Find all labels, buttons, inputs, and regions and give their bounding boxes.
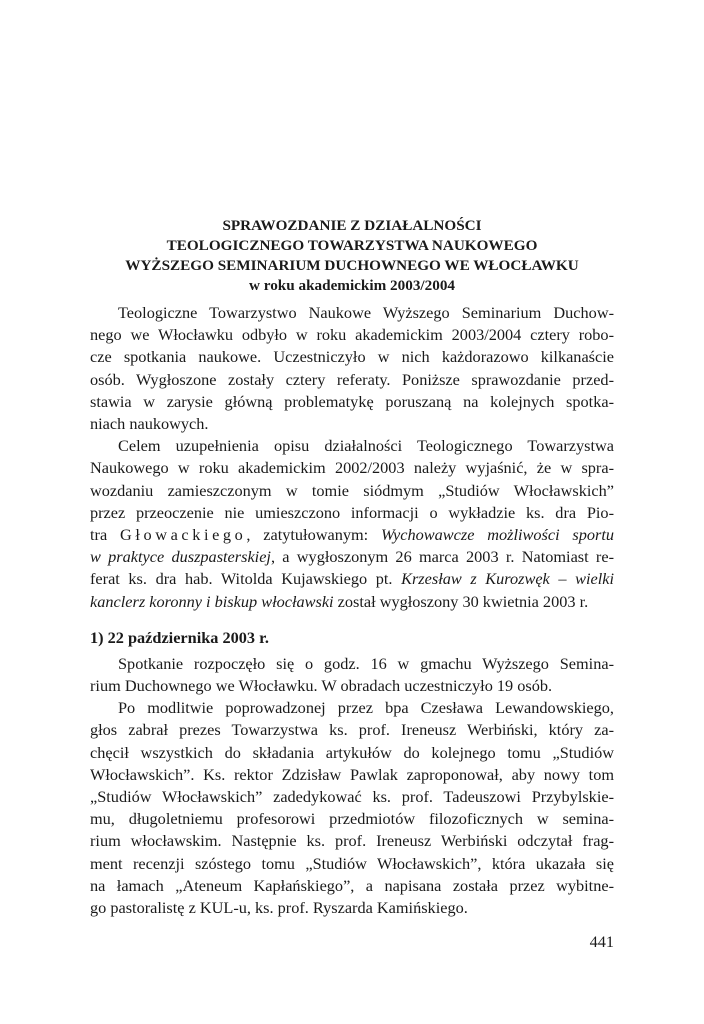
text-run: , zatytułowanym: bbox=[246, 525, 381, 545]
text-line: przez przeoczenie nie umieszczono informacji o wykładzie ks. dra Pio- bbox=[90, 502, 614, 522]
text-line: ment recenzji szóstego tomu „Studiów Włocławskich”, która ukazała się bbox=[90, 853, 614, 873]
section-paragraph-1 bbox=[90, 653, 614, 697]
author-name-spaced: Głowackiego bbox=[119, 525, 247, 545]
intro-paragraph-1 bbox=[90, 302, 614, 435]
text-line bbox=[90, 546, 614, 568]
text-line: Włocławskich”. Ks. rektor Zdzisław Pawlak zaproponował, aby nowy tom bbox=[90, 764, 614, 784]
text-run: tra bbox=[90, 525, 120, 545]
text-line: Spotkanie rozpoczęło się o godz. 16 w gmachu Wyższego Semina- bbox=[118, 653, 614, 673]
text-run: , a wygłoszonym 26 marca 2003 r. Natomiast re- bbox=[270, 547, 614, 567]
text-line: Teologiczne Towarzystwo Naukowe Wyższego Seminarium Duchow- bbox=[118, 303, 614, 322]
intro-paragraph-2 bbox=[90, 435, 614, 613]
text-line: rium Duchownego we Włocławku. W obradach uczestniczyło 19 osób. bbox=[90, 676, 553, 696]
title-line-3: WYŻSZEGO SEMINARIUM DUCHOWNEGO WE WŁOCŁAWKU bbox=[125, 257, 579, 274]
text-line: mu, długoletniemu profesorowi przedmiotów filozoficznych w semina- bbox=[90, 809, 614, 829]
section-heading: 1) 22 października 2003 r. bbox=[90, 627, 269, 647]
title-line-4: w roku akademickim 2003/2004 bbox=[248, 277, 456, 294]
title-line-1: SPRAWOZDANIE Z DZIAŁALNOŚCI bbox=[222, 217, 482, 234]
text-line: wozdaniu zamieszczonym w tomie siódmym „Studiów Włocławskich” bbox=[90, 480, 614, 500]
section-paragraph-2 bbox=[90, 697, 614, 919]
text-line: rium włocławskim. Następnie ks. prof. Ireneusz Werbiński odczytał frag- bbox=[90, 831, 614, 851]
text-line: na łamach „Ateneum Kapłańskiego”, a napisana została przez wybitne- bbox=[90, 875, 614, 895]
document-title bbox=[90, 216, 614, 296]
text-line: nego we Włocławku odbyło w roku akademickim 2003/2004 cztery robo- bbox=[90, 325, 614, 345]
text-line: chęcił wszystkich do składania artykułów do kolejnego tomu „Studiów bbox=[90, 742, 614, 762]
lecture-title: w praktyce duszpasterskiej bbox=[90, 547, 271, 567]
title-line-2: TEOLOGICZNEGO TOWARZYSTWA NAUKOWEGO bbox=[166, 237, 538, 254]
text-line: cze spotkania naukowe. Uczestniczyło w nich każdorazowo kilkanaście bbox=[90, 347, 614, 367]
page-number: 441 bbox=[589, 932, 614, 951]
text-line: „Studiów Włocławskich” zadedykować ks. prof. Tadeuszowi Przybylskie- bbox=[90, 787, 614, 807]
text-line: osób. Wygłoszone zostały cztery referaty. Poniższe sprawozdanie przed- bbox=[90, 369, 614, 389]
text-line: stawia w zarysie główną problematykę poruszaną na kolejnych spotka- bbox=[90, 391, 614, 411]
text-line: niach naukowych. bbox=[90, 414, 209, 434]
text-line: Celem uzupełnienia opisu działalności Teologicznego Towarzystwa bbox=[118, 436, 614, 456]
text-line: go pastoralistę z KUL-u, ks. prof. Ryszarda Kamińskiego. bbox=[90, 898, 468, 918]
text-run: został wygłoszony 30 kwietnia 2003 r. bbox=[333, 591, 589, 611]
lecture-title: Wychowawcze możliwości sportu bbox=[380, 525, 615, 545]
text-line bbox=[90, 568, 614, 590]
text-run: ferat ks. dra hab. Witolda Kujawskiego pt. bbox=[90, 569, 402, 589]
document-page bbox=[90, 216, 614, 919]
lecture-title: kanclerz koronny i biskup włocławski bbox=[90, 591, 334, 611]
text-line bbox=[90, 524, 614, 546]
lecture-title: Krzesław z Kurozwęk – wielki bbox=[401, 569, 614, 589]
text-line bbox=[90, 591, 614, 613]
text-line: Po modlitwie poprowadzonej przez bpa Czesława Lewandowskiego, bbox=[118, 698, 614, 718]
text-line: Naukowego w roku akademickim 2002/2003 należy wyjaśnić, że w spra- bbox=[90, 458, 614, 478]
text-line: głos zabrał prezes Towarzystwa ks. prof. Ireneusz Werbiński, który za- bbox=[90, 720, 614, 740]
